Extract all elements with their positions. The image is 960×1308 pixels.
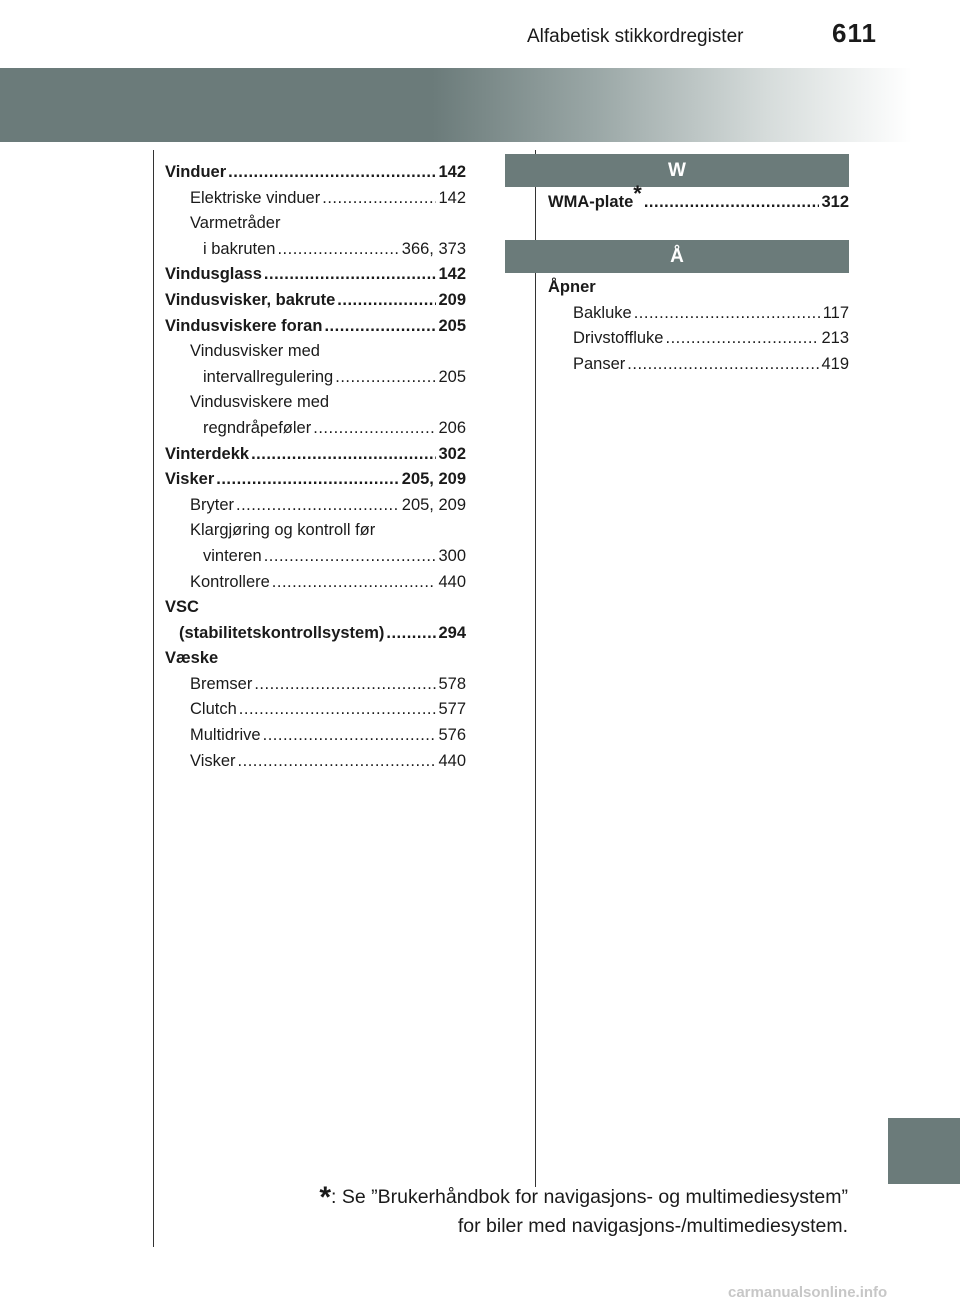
index-page: 312 xyxy=(821,193,849,211)
index-term: Bryter xyxy=(190,495,235,514)
leader-dots xyxy=(264,262,437,288)
index-page: 440 xyxy=(438,751,466,770)
index-page: 577 xyxy=(438,700,466,719)
index-page: 205, 209 xyxy=(401,495,466,514)
index-term: Vindusvisker, bakrute xyxy=(165,290,336,309)
index-term: Bakluke xyxy=(573,303,632,322)
index-entry xyxy=(548,181,849,216)
index-page: 440 xyxy=(438,572,466,591)
index-page: 142 xyxy=(438,188,466,207)
header-band xyxy=(0,68,960,142)
index-entry xyxy=(165,314,466,340)
index-entry xyxy=(165,697,466,723)
index-entry xyxy=(165,672,466,698)
leader-dots xyxy=(254,672,436,698)
index-term: Multidrive xyxy=(190,726,261,745)
index-term: Væske xyxy=(165,649,219,668)
footnote-line1: : Se ”Brukerhåndbok for navigasjons- og multimediesystem” xyxy=(331,1186,848,1208)
index-entry xyxy=(548,352,849,378)
index-entry xyxy=(165,416,466,442)
index-term: Visker xyxy=(165,470,215,489)
leader-dots xyxy=(238,749,437,775)
footnote-line2: for biler med navigasjons-/multimediesystem. xyxy=(457,1215,848,1237)
index-term: (stabilitetskontrollsystem) xyxy=(179,623,385,642)
index-entry xyxy=(165,493,466,519)
leader-dots xyxy=(216,467,400,493)
index-term: Clutch xyxy=(190,700,237,719)
index-entry xyxy=(165,160,466,186)
left-margin-rule xyxy=(153,150,154,1247)
index-entry xyxy=(165,518,466,544)
index-page: 366, 373 xyxy=(401,239,466,258)
index-entry xyxy=(165,262,466,288)
index-term: regndråpeføler xyxy=(203,418,312,437)
leader-dots xyxy=(322,186,436,212)
leader-dots xyxy=(239,697,437,723)
leader-dots xyxy=(386,621,436,647)
page-number: 611 xyxy=(832,18,877,48)
index-term: Visker xyxy=(190,751,236,770)
leader-dots xyxy=(228,160,436,186)
index-page: 142 xyxy=(438,163,466,181)
index-page: 576 xyxy=(438,726,466,745)
leader-dots xyxy=(324,314,436,340)
index-page: 206 xyxy=(438,418,466,437)
leader-dots xyxy=(627,352,819,378)
index-term: Vindusglass xyxy=(165,265,262,284)
index-term: vinteren xyxy=(203,546,262,565)
header-title: Alfabetisk stikkordregister xyxy=(527,26,744,47)
index-entry xyxy=(165,570,466,596)
index-entry xyxy=(165,339,466,365)
index-term: WMA-plate* xyxy=(548,181,642,211)
index-term: Bremser xyxy=(190,674,253,693)
index-page: 209 xyxy=(438,290,466,309)
index-page: 294 xyxy=(438,623,466,642)
index-page: 419 xyxy=(821,354,849,373)
column-divider xyxy=(535,150,536,1187)
leader-dots xyxy=(236,493,400,519)
leader-dots xyxy=(263,723,437,749)
index-entry xyxy=(165,749,466,775)
footnote-star: * xyxy=(319,1181,332,1214)
footnote xyxy=(208,1183,848,1241)
leader-dots xyxy=(277,237,399,263)
index-page: 302 xyxy=(438,444,466,463)
index-entry xyxy=(165,595,466,621)
index-page: 213 xyxy=(821,329,849,348)
index-entry xyxy=(165,211,466,237)
leader-dots xyxy=(251,442,436,468)
leader-dots xyxy=(272,570,437,596)
index-entry xyxy=(165,723,466,749)
leader-dots xyxy=(313,416,436,442)
index-term: Drivstoffluke xyxy=(573,329,664,348)
index-term: Vindusvisker med xyxy=(190,342,320,361)
index-page: 205, 209 xyxy=(401,470,466,489)
leader-dots xyxy=(644,190,820,216)
index-term: Vinterdekk xyxy=(165,444,250,463)
letter-heading-aa: Å xyxy=(505,240,849,273)
index-entry xyxy=(165,365,466,391)
index-entry xyxy=(165,390,466,416)
index-page: 205 xyxy=(438,316,466,335)
index-entry xyxy=(548,301,849,327)
index-entry xyxy=(165,467,466,493)
watermark: carmanualsonline.info xyxy=(728,1284,888,1301)
index-term: Panser xyxy=(573,354,626,373)
leader-dots xyxy=(335,365,436,391)
index-term: Kontrollere xyxy=(190,572,270,591)
index-term: i bakruten xyxy=(203,239,276,258)
index-term: Klargjøring og kontroll før xyxy=(190,521,376,540)
index-entry xyxy=(165,621,466,647)
index-entry xyxy=(548,275,849,301)
index-entry xyxy=(165,442,466,468)
index-entry xyxy=(165,288,466,314)
index-term: Elektriske vinduer xyxy=(190,188,321,207)
right-index-column-w xyxy=(548,181,849,216)
index-entry xyxy=(165,646,466,672)
index-entry xyxy=(548,326,849,352)
leader-dots xyxy=(264,544,437,570)
index-term: Varmetråder xyxy=(190,214,281,233)
leader-dots xyxy=(337,288,436,314)
letter-heading-w: W xyxy=(505,154,849,187)
index-term: VSC xyxy=(165,598,199,617)
index-term: Vinduer xyxy=(165,163,227,181)
index-page: 205 xyxy=(438,367,466,386)
index-page: 578 xyxy=(438,674,466,693)
footnote-marker: * xyxy=(633,181,642,206)
index-term: Vindusviskere foran xyxy=(165,316,323,335)
index-entry xyxy=(165,544,466,570)
index-term: Vindusviskere med xyxy=(190,393,330,412)
index-entry xyxy=(165,237,466,263)
index-term: intervallregulering xyxy=(203,367,334,386)
left-index-column xyxy=(165,160,466,774)
index-entry xyxy=(165,186,466,212)
section-thumb-tab xyxy=(888,1118,960,1184)
index-page: 142 xyxy=(438,265,466,284)
index-term: Åpner xyxy=(548,278,596,296)
index-page: 117 xyxy=(822,303,849,322)
right-index-column-aa xyxy=(548,275,849,377)
index-page: 300 xyxy=(438,546,466,565)
leader-dots xyxy=(665,326,819,352)
leader-dots xyxy=(634,301,821,327)
